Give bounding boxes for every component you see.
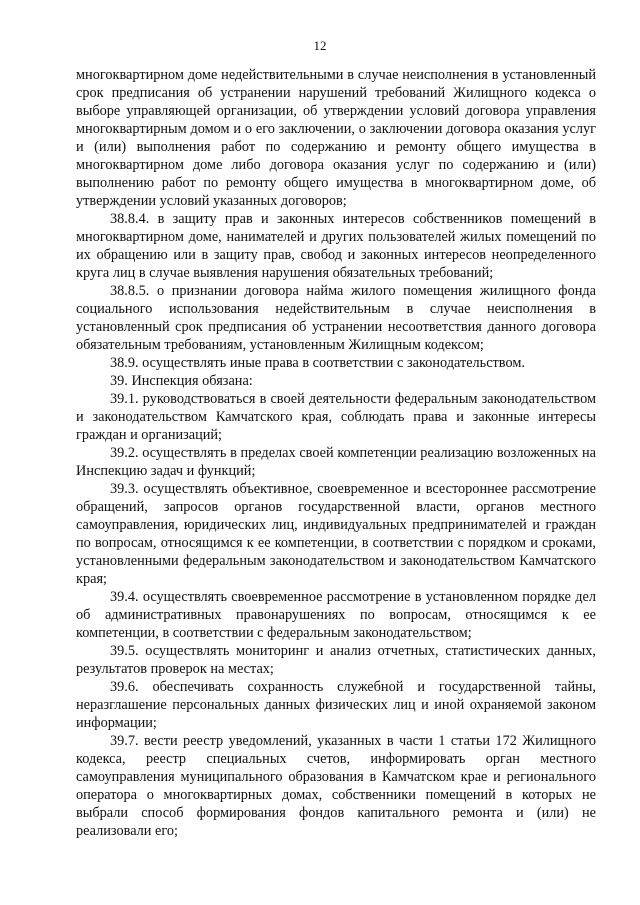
paragraph-38-8-4: 38.8.4. в защиту прав и законных интересов собственников помещений в многоквартирном доме, нанимателей и других пользователей жилых помещений по их обращению или в защиту прав, свобод и законных интересов неопределенного круга лиц в случае выявления нарушения обязательных требований; — [76, 211, 596, 281]
paragraph-39-heading: 39. Инспекция обязана: — [110, 373, 253, 389]
paragraph-39-6: 39.6. обеспечивать сохранность служебной и государственной тайны, неразглашение персональных данных физических лиц и иной охраняемой законом информации; — [76, 679, 596, 731]
document-body — [76, 66, 596, 840]
paragraph-39-1: 39.1. руководствоваться в своей деятельности федеральным законодательством и законодательством Камчатского края, соблюдать права и законные интересы граждан и организаций; — [76, 391, 596, 443]
page-number: 12 — [313, 38, 327, 53]
paragraph-39-4: 39.4. осуществлять своевременное рассмотрение в установленном порядке дел об административных правонарушениях по вопросам, относящимся к ее компетенции, в соответствии с федеральным законодательством; — [76, 589, 596, 641]
paragraph-39-7: 39.7. вести реестр уведомлений, указанных в части 1 статьи 172 Жилищного кодекса, реестр специальных счетов, информировать орган местного самоуправления муниципального образования в Камчатском крае и регионального оператора о многоквартирных домах, собственники помещений в которых не выбрали способ формирования фондов капитального ремонта и (или) не реализовали его; — [76, 733, 596, 839]
paragraph-38-9: 38.9. осуществлять иные права в соответствии с законодательством. — [110, 355, 525, 371]
paragraph-38-8-5: 38.8.5. о признании договора найма жилого помещения жилищного фонда социального использования недействительным в случае неисполнения в установленный срок предписания об устранении несоответствия данного договора обязательным требованиям, установленным Жилищным кодексом; — [76, 283, 596, 353]
paragraph-39-3: 39.3. осуществлять объективное, своевременное и всестороннее рассмотрение обращений, запросов органов государственной власти, органов местного самоуправления, юридических лиц, индивидуальных предпринимателей и граждан по вопросам, относящимся к ее компетенции, в соответствии с порядком и сроками, установленными федеральным законодательством и законодательством Камчатского края; — [76, 481, 596, 587]
paragraph-continuation: многоквартирном доме недействительными в случае неисполнения в установленный срок предписания об устранении нарушений требований Жилищного кодекса о выборе управляющей организации, об утверждении условий договора управления многоквартирным домом и о его заключении, о заключении договора оказания услуг и (или) выполнения работ по содержанию и ремонту общего имущества в многоквартирном доме либо договора оказания услуг по содержанию и (или) выполнению работ по ремонту общего имущества в многоквартирном доме, об утверждении условий указанных договоров; — [76, 67, 596, 209]
paragraph-39-5: 39.5. осуществлять мониторинг и анализ отчетных, статистических данных, результатов проверок на местах; — [76, 643, 596, 677]
paragraph-39-2: 39.2. осуществлять в пределах своей компетенции реализацию возложенных на Инспекцию задач и функций; — [76, 445, 596, 479]
